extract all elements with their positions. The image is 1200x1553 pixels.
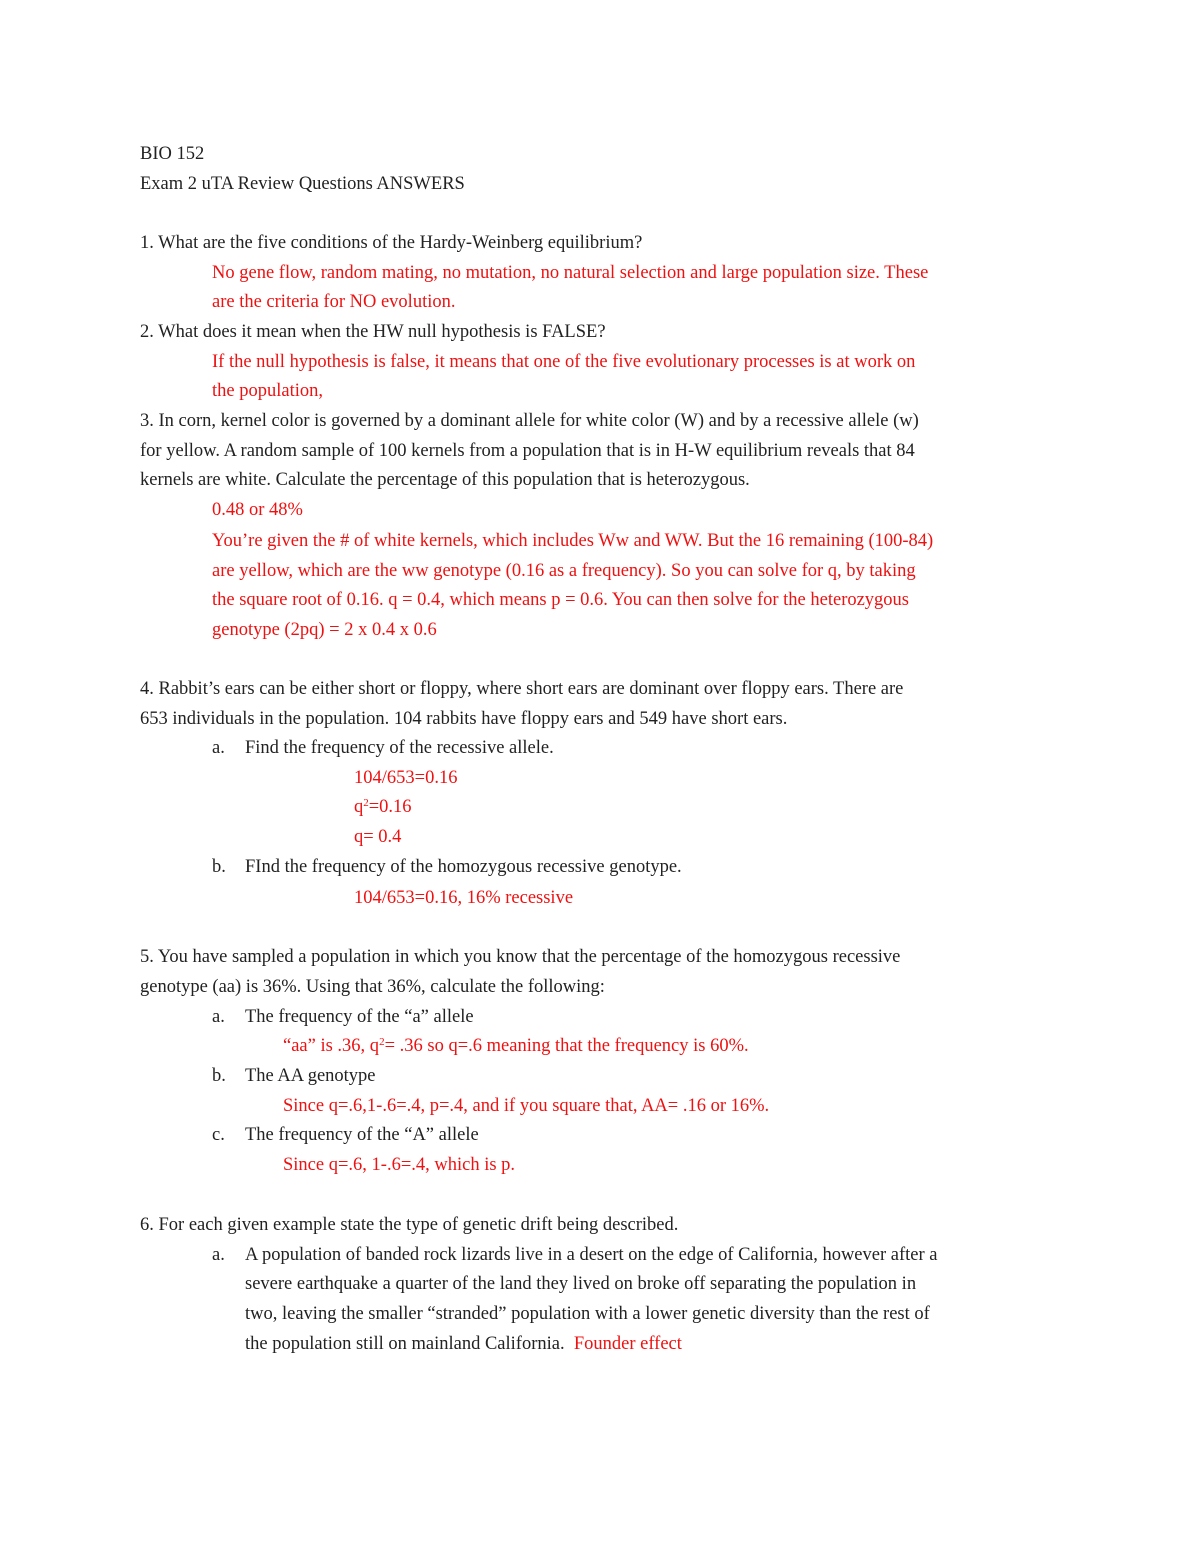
q4-a-answer-base: q xyxy=(354,797,364,817)
q4-a-answer-exponent: 2 xyxy=(363,797,369,809)
q4-a-answer-rest: =0.16 xyxy=(368,797,412,817)
part-label: b. xyxy=(212,1066,226,1086)
q3-explanation-line: are yellow, which are the ww genotype (0.16 as a frequency). So you can solve for q, by taking xyxy=(212,561,916,581)
q4-part-b-text: FInd the frequency of the homozygous recessive genotype. xyxy=(245,857,682,877)
q5-part-b xyxy=(212,1064,376,1088)
q3-explanation-line: genotype (2pq) = 2 x 0.4 x 0.6 xyxy=(212,620,437,640)
q5-part-c-text: The frequency of the “A” allele xyxy=(245,1125,479,1145)
q3-explanation-line: You’re given the # of white kernels, which includes Ww and WW. But the 16 remaining (100-84) xyxy=(212,531,934,551)
q1-answer-line: are the criteria for NO evolution. xyxy=(212,292,456,312)
q5-question-line: genotype (aa) is 36%. Using that 36%, calculate the following: xyxy=(140,977,605,997)
q5-part-b-text: The AA genotype xyxy=(245,1066,376,1086)
q4-question-line: 4. Rabbit’s ears can be either short or floppy, where short ears are dominant over floppy ears. There are xyxy=(140,679,904,699)
q4-part-a-text: Find the frequency of the recessive allele. xyxy=(245,738,554,758)
q1-question: 1. What are the five conditions of the Hardy-Weinberg equilibrium? xyxy=(140,233,643,253)
q5-part-c xyxy=(212,1123,479,1147)
q2-answer-line: the population, xyxy=(212,381,323,401)
q2-answer-line: If the null hypothesis is false, it means that one of the five evolutionary processes is at work on xyxy=(212,352,916,372)
q2-question: 2. What does it mean when the HW null hypothesis is FALSE? xyxy=(140,322,606,342)
part-label: c. xyxy=(212,1125,225,1145)
q5-b-answer: Since q=.6,1-.6=.4, p=.4, and if you square that, AA= .16 or 16%. xyxy=(283,1096,770,1116)
q3-explanation-line: the square root of 0.16. q = 0.4, which means p = 0.6. You can then solve for the heterozygous xyxy=(212,590,910,610)
q1-answer-line: No gene flow, random mating, no mutation, no natural selection and large population size. These xyxy=(212,263,929,283)
q5-c-answer: Since q=.6, 1-.6=.4, which is p. xyxy=(283,1155,516,1175)
q5-a-answer-pre: “aa” is .36, q xyxy=(283,1036,380,1056)
q5-part-a-text: The frequency of the “a” allele xyxy=(245,1007,474,1027)
q6-part-a-text: two, leaving the smaller “stranded” population with a lower genetic diversity than the rest of xyxy=(245,1304,930,1324)
q4-a-answer xyxy=(354,795,412,819)
q6-part-a-text: A population of banded rock lizards live in a desert on the edge of California, however after a xyxy=(245,1245,938,1265)
q4-a-answer: q= 0.4 xyxy=(354,827,402,847)
q4-part-b xyxy=(212,855,682,879)
q4-question-line: 653 individuals in the population. 104 rabbits have floppy ears and 549 have short ears. xyxy=(140,709,788,729)
document-title: Exam 2 uTA Review Questions ANSWERS xyxy=(140,174,465,194)
q3-answer-value: 0.48 or 48% xyxy=(212,500,303,520)
q6-part-a-text: the population still on mainland California. xyxy=(245,1334,565,1354)
q4-a-answer: 104/653=0.16 xyxy=(354,768,458,788)
q3-question-line: kernels are white. Calculate the percentage of this population that is heterozygous. xyxy=(140,470,750,490)
q4-part-a xyxy=(212,736,554,760)
q5-a-answer xyxy=(283,1034,749,1058)
q6-part-a-text: severe earthquake a quarter of the land they lived on broke off separating the population in xyxy=(245,1274,917,1294)
q6-part-a xyxy=(212,1243,937,1267)
course-code: BIO 152 xyxy=(140,144,205,164)
part-label: b. xyxy=(212,857,226,877)
q3-question-line: for yellow. A random sample of 100 kernels from a population that is in H-W equilibrium reveals that 84 xyxy=(140,441,915,461)
q5-a-answer-post: = .36 so q=.6 meaning that the frequency is 60%. xyxy=(384,1036,749,1056)
part-label: a. xyxy=(212,738,225,758)
q3-question-line: 3. In corn, kernel color is governed by a dominant allele for white color (W) and by a recessive allele (w) xyxy=(140,411,919,431)
q5-question-line: 5. You have sampled a population in which you know that the percentage of the homozygous recessive xyxy=(140,947,901,967)
part-label: a. xyxy=(212,1007,225,1027)
part-label: a. xyxy=(212,1245,225,1265)
q4-b-answer: 104/653=0.16, 16% recessive xyxy=(354,888,574,908)
q6-a-answer: Founder effect xyxy=(573,1334,682,1354)
q5-a-answer-exponent: 2 xyxy=(379,1036,385,1048)
q6-question: 6. For each given example state the type of genetic drift being described. xyxy=(140,1215,679,1235)
q6-part-a-last-line xyxy=(245,1332,682,1356)
q5-part-a xyxy=(212,1005,474,1029)
